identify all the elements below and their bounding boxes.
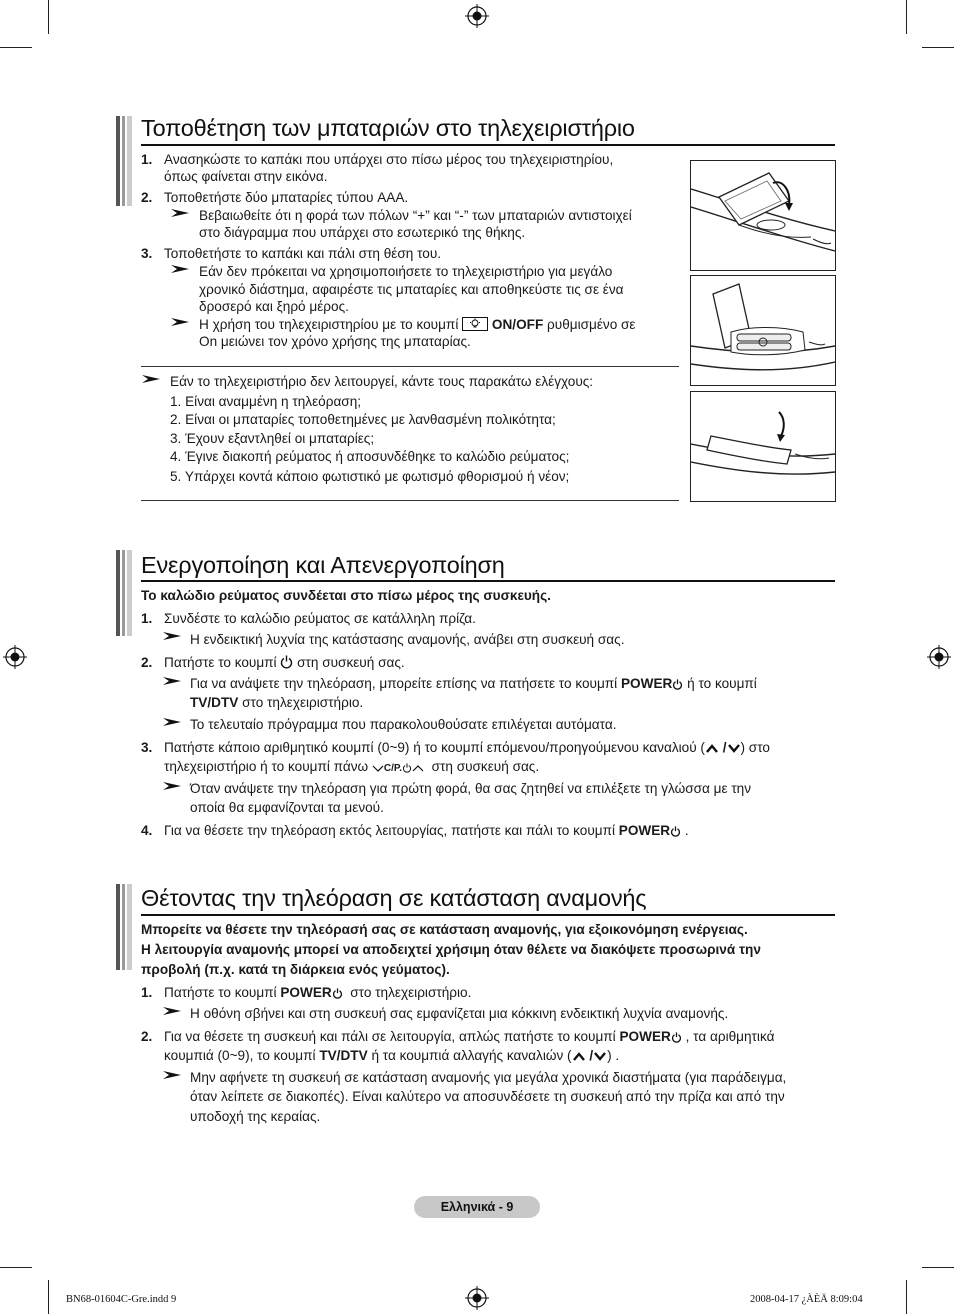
note-arrow-icon (162, 781, 182, 791)
step-text (164, 739, 770, 756)
section-title-standby: Θέτοντας την τηλεόραση σε κατάσταση αναμονής (141, 885, 647, 911)
crop-mark (906, 1280, 907, 1314)
light-button-icon (462, 317, 488, 331)
power-label: POWER (619, 1029, 671, 1044)
section-rule (141, 144, 835, 146)
note-text: On μειώνει τον χρόνο χρήσης της μπαταρίας. (199, 334, 471, 349)
power-icon (670, 826, 681, 837)
step-text-part: Πατήστε το κουμπί (164, 655, 277, 670)
section-bar (116, 116, 132, 206)
note-text: Εάν δεν πρόκειται να χρησιμοποιήσετε το τηλεχειριστήριο για μεγάλο (199, 264, 613, 279)
step-text-part: Πατήστε το κουμπί (164, 985, 277, 1000)
step-text-part: κουμπιά (0~9), το κουμπί (164, 1048, 316, 1063)
step-text: Ανασηκώστε το καπάκι που υπάρχει στο πίσω μέρος του τηλεχειριστηρίου, (164, 152, 614, 167)
note-arrow-icon (170, 264, 190, 274)
divider (141, 500, 679, 501)
step-number: 2. (141, 655, 153, 670)
slash: / (722, 740, 727, 755)
page-number-badge: Ελληνικά - 9 (414, 1196, 540, 1218)
chevron-down-icon (593, 1051, 607, 1062)
note-text: Μην αφήνετε τη συσκευή σε κατάσταση αναμονής για μεγάλα χρονικά διαστήματα (για παράδειγμα, (190, 1070, 787, 1085)
note-text: στο διάγραμμα που υπάρχει στο εσωτερικό της θήκης. (199, 225, 526, 240)
note-arrow-icon (162, 1070, 182, 1080)
registration-mark-icon (3, 645, 27, 669)
step-text (164, 758, 539, 777)
step-number: 1. (141, 611, 153, 626)
note-text: όταν λείπετε σε διακοπές). Είναι καλύτερο να αποσυνδέσετε τη συσκευή από την πρίζα και από την (190, 1089, 785, 1104)
step-text (164, 1047, 619, 1064)
note-arrow-icon (162, 717, 182, 727)
step-text: Συνδέστε το καλώδιο ρεύματος σε κατάλληλη πρίζα. (164, 611, 476, 626)
step-number: 2. (141, 190, 153, 205)
note-text-part: ρυθμισμένο σε (547, 317, 636, 332)
figure-close-cover (690, 391, 836, 502)
chevron-down-icon (372, 764, 384, 773)
note-text (190, 694, 363, 711)
print-slug-right: 2008-04-17 ¿ÀÈÄ 8:09:04 (750, 1294, 863, 1305)
section-bar (116, 884, 132, 970)
power-icon (332, 988, 343, 999)
step-text (164, 1028, 774, 1045)
note-arrow-icon (162, 631, 182, 641)
chevron-up-icon (412, 764, 424, 773)
note-text: Η ενδεικτική λυχνία της κατάστασης αναμονής, ανάβει στη συσκευή σας. (190, 632, 625, 647)
power-icon (672, 679, 683, 690)
remote-cover-illustration (691, 161, 835, 270)
note-arrow-icon (141, 374, 161, 384)
step-text-part: στη συσκευή σας. (297, 655, 405, 670)
note-arrow-icon (170, 208, 190, 218)
tv-dtv-label: TV/DTV (190, 695, 239, 710)
check-item: 4. Έγινε διακοπή ρεύματος ή αποσυνδέθηκε το καλώδιο ρεύματος; (170, 449, 570, 464)
registration-mark-icon (465, 4, 489, 28)
crop-mark (922, 47, 954, 48)
step-text-part: Για να θέσετε την τηλεόραση εκτός λειτουργίας, πατήστε και πάλι το κουμπί (164, 823, 615, 838)
step-text (164, 654, 405, 671)
note-text (199, 316, 636, 333)
power-icon (402, 763, 412, 773)
crop-mark (906, 0, 907, 34)
step-text-part: Για να θέσετε τη συσκευή και πάλι σε λειτουργία, απλώς πατήστε το κουμπί (164, 1029, 616, 1044)
power-label: POWER (280, 985, 332, 1000)
step-number: 2. (141, 1029, 153, 1044)
note-arrow-icon (162, 676, 182, 686)
registration-mark-icon (465, 1286, 489, 1310)
chevron-down-icon (727, 743, 741, 754)
remote-close-cover-illustration (691, 392, 835, 501)
note-text: υποδοχή της κεραίας. (190, 1109, 321, 1124)
step-text-part: ) . (607, 1048, 620, 1063)
step-text-part: , τα αριθμητικά (685, 1029, 775, 1044)
step-text: Τοποθετήστε δύο μπαταρίες τύπου AAA. (164, 190, 409, 205)
note-text-part: Για να ανάψετε την τηλεόραση, μπορείτε επίσης να πατήσετε το κουμπί (190, 676, 618, 691)
note-text: δροσερό και ξηρό μέρος. (199, 299, 349, 314)
tv-dtv-label: TV/DTV (319, 1048, 368, 1063)
crop-mark (48, 0, 49, 34)
check-intro: Εάν το τηλεχειριστήριο δεν λειτουργεί, κάντε τους παρακάτω ελέγχους: (170, 374, 594, 389)
step-text-part: στο τηλεχειριστήριο. (350, 985, 472, 1000)
on-off-label: ON/OFF (491, 317, 544, 332)
check-item: 2. Είναι οι μπαταρίες τοποθετημένες με λανθασμένη πολικότητα; (170, 412, 556, 427)
check-item: 3. Έχουν εξαντληθεί οι μπαταρίες; (170, 431, 375, 446)
note-text: Το τελευταίο πρόγραμμα που παρακολουθούσατε επιλέγεται αυτόματα. (190, 717, 617, 732)
intro-text: Το καλώδιο ρεύματος συνδέεται στο πίσω μέρος της συσκευής. (141, 588, 551, 603)
section-title-power: Ενεργοποίηση και Απενεργοποίηση (141, 552, 505, 578)
note-text-part: Η χρήση του τηλεχειριστηρίου με το κουμπί (199, 317, 459, 332)
registration-mark-icon (927, 645, 951, 669)
remote-batteries-illustration (691, 276, 835, 385)
note-text (190, 675, 757, 692)
crop-mark (0, 47, 32, 48)
intro-text: Η λειτουργία αναμονής μπορεί να αποδειχτεί χρήσιμη όταν θέλετε να διακόψετε προσωρινά την (141, 942, 761, 957)
step-text-part: Πατήστε κάποιο αριθμητικό κουμπί (0~9) ή το κουμπί επόμενου/προηγούμενου καναλιού ( (164, 740, 705, 755)
step-text-part: ή τα κουμπιά αλλαγής καναλιών ( (371, 1048, 572, 1063)
power-icon (280, 655, 293, 669)
chevron-up-icon (572, 1051, 586, 1062)
step-text (164, 822, 689, 839)
note-text: χρονικό διάστημα, αφαιρέστε τις μπαταρίες και αποθηκεύστε τις σε ένα (199, 282, 624, 297)
step-text: όπως φαίνεται στην εικόνα. (164, 169, 328, 184)
figure-batteries (690, 275, 836, 386)
intro-text: Μπορείτε να θέσετε την τηλεόρασή σας σε κατάσταση αναμονής, για εξοικονόμηση ενέργειας. (141, 922, 748, 937)
divider (141, 366, 679, 367)
step-text-part: ) στο (740, 740, 770, 755)
print-slug-left: BN68-01604C-Gre.indd 9 (66, 1294, 177, 1305)
cp-label: C/P. (383, 763, 403, 774)
chevron-up-icon (705, 743, 719, 754)
power-label: POWER (618, 823, 671, 838)
note-text: οποία θα εμφανίζονται τα μενού. (190, 800, 384, 815)
step-number: 1. (141, 152, 153, 167)
step-text (164, 984, 471, 1001)
section-bar (116, 550, 132, 636)
step-text-part: τηλεχειριστήριο ή το κουμπί πάνω (164, 759, 369, 774)
check-item: 1. Είναι αναμμένη η τηλεόραση; (170, 394, 362, 409)
step-text: Τοποθετήστε το καπάκι και πάλι στη θέση του. (164, 246, 442, 261)
slash: / (589, 1048, 594, 1063)
step-text-part: . (684, 823, 689, 838)
note-arrow-icon (170, 317, 190, 327)
note-text: Όταν ανάψετε την τηλεόραση για πρώτη φορά, θα σας ζητηθεί να επιλέξετε τη γλώσσα με την (190, 781, 752, 796)
step-text-part: στη συσκευή σας. (431, 759, 540, 774)
step-number: 1. (141, 985, 153, 1000)
section-title-batteries: Τοποθέτηση των μπαταριών στο τηλεχειριστήριο (141, 115, 635, 141)
power-label: POWER (620, 676, 673, 691)
section-rule (141, 580, 835, 582)
note-arrow-icon (162, 1006, 182, 1016)
section-rule (141, 914, 835, 916)
note-text-part: ή το κουμπί (687, 676, 757, 691)
note-text-part: στο τηλεχειριστήριο. (242, 695, 364, 710)
crop-mark (0, 1267, 32, 1268)
crop-mark (48, 1280, 49, 1314)
note-text: Βεβαιωθείτε ότι η φορά των πόλων “+” και “-” των μπαταριών αντιστοιχεί (199, 208, 632, 223)
step-number: 3. (141, 246, 153, 261)
figure-open-cover (690, 160, 836, 271)
check-item: 5. Υπάρχει κοντά κάποιο φωτιστικό με φωτισμό φθορισμού ή νέον; (170, 469, 570, 484)
crop-mark (922, 1267, 954, 1268)
note-text: Η οθόνη σβήνει και στη συσκευή σας εμφανίζεται μια κόκκινη ενδεικτική λυχνία αναμονής. (190, 1006, 729, 1021)
intro-text: προβολή (π.χ. κατά τη διάρκεια ενός γεύματος). (141, 962, 450, 977)
power-icon (671, 1032, 682, 1043)
step-number: 3. (141, 740, 153, 755)
step-number: 4. (141, 823, 153, 838)
